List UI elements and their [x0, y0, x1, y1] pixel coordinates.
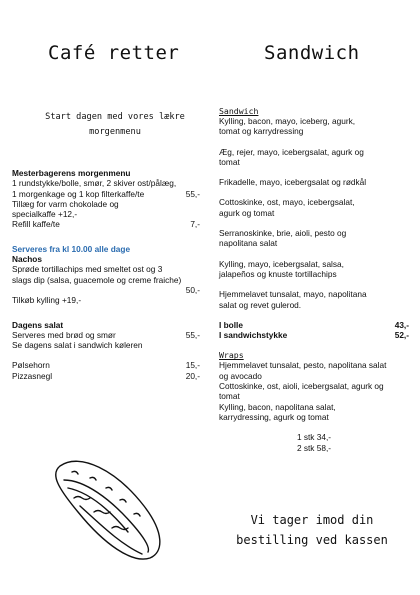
item-line: Kylling, bacon, mayo, iceberg, agurk,: [219, 116, 356, 126]
served-from-note: Serveres fra kl 10.00 alle dage: [12, 243, 131, 254]
wrap-list: [219, 360, 409, 422]
refill-line: Refill kaffe/te: [12, 219, 60, 230]
item-line: karrydressing, agurk og tomat: [219, 411, 329, 422]
item-line: napolitana salat: [219, 238, 278, 249]
sandwich-item: [219, 228, 409, 249]
item-line: Cottoskinke, ost, mayo, icebergsalat,: [219, 197, 355, 208]
item-line: Æg, rejer, mayo, icebergsalat, agurk og: [219, 146, 364, 157]
tagline-line: Start dagen med vores lækre: [45, 112, 185, 122]
tagline-line: morgenmenu: [89, 127, 141, 137]
breakfast-line: 1 rundstykke/bolle, smør, 2 skiver ost/pålæg,: [12, 178, 177, 189]
refill-price: 7,-: [190, 219, 200, 230]
price-label: I sandwichstykke: [219, 330, 288, 341]
extra-item-price: 20,-: [185, 370, 200, 381]
item-line: agurk og tomat: [219, 207, 275, 218]
sandwich-item: [219, 147, 409, 168]
item-line: Hjemmelavet tunsalat, mayo, napolitana: [219, 289, 367, 300]
salad-line: Se dagens salat i sandwich køleren: [12, 340, 143, 351]
item-line: Kylling, mayo, icebergsalat, salsa,: [219, 258, 344, 269]
wrap-price: 1 stk 34,-: [296, 432, 332, 443]
left-menu-column: [12, 168, 200, 381]
price-value: 52,-: [394, 330, 409, 341]
wrap-item: [219, 402, 409, 423]
breakfast-line: specialkaffe +12,-: [12, 209, 78, 220]
item-line: Cottoskinke, ost, aioli, icebergsalat, agurk og: [219, 381, 384, 392]
sandwich-item: [219, 116, 409, 137]
item-line: tomat og karrydressing: [219, 126, 304, 137]
sandwich-item: [219, 289, 409, 310]
order-note-line: bestilling ved kassen: [236, 533, 388, 547]
wraps-subheading: Wraps: [219, 350, 244, 361]
right-menu-column: [219, 106, 409, 453]
salad-price: 55,-: [185, 329, 200, 340]
breakfast-line: Tillæg for varm chokolade og: [12, 198, 119, 209]
item-line: og avocado: [219, 370, 262, 381]
extra-item-name: Pizzasnegl: [12, 370, 53, 381]
price-value: 43,-: [394, 319, 409, 330]
price-label: I bolle: [219, 319, 243, 330]
wrap-price: 2 stk 58,-: [296, 442, 332, 453]
item-line: jalapeños og knuste tortillachips: [219, 268, 337, 279]
item-line: Hjemmelavet tunsalat, pesto, napolitana salat: [219, 360, 387, 371]
item-line: tomat: [219, 156, 240, 167]
salad-line: Serveres med brød og smør: [12, 329, 116, 340]
sandwich-subheading: Sandwich: [219, 106, 259, 116]
nachos-heading: Nachos: [12, 254, 42, 265]
sandwich-item: [219, 177, 409, 187]
item-line: salat og revet gulerod.: [219, 299, 302, 310]
breakfast-price: 55,-: [185, 188, 200, 199]
nachos-line: slags dip (salsa, guacemole og creme fraiche): [12, 274, 182, 285]
nachos-price: 50,-: [185, 284, 200, 295]
order-note-line: Vi tager imod din: [250, 513, 374, 527]
sandwich-title: Sandwich: [264, 42, 360, 64]
extra-item-price: 15,-: [185, 360, 200, 371]
sandwich-item: [219, 197, 409, 218]
sandwich-item: [219, 259, 409, 280]
order-note: [212, 510, 412, 550]
extra-item-name: Pølsehorn: [12, 360, 50, 371]
nachos-addon: Tilkøb kylling +19,-: [12, 295, 82, 306]
sandwich-list: [219, 116, 409, 310]
item-line: Serranoskinke, brie, aioli, pesto og: [219, 228, 347, 239]
nachos-line: Sprøde tortillachips med smeltet ost og 3: [12, 264, 163, 275]
item-line: tomat: [219, 391, 240, 402]
item-line: Frikadelle, mayo, icebergsalat og rødkål: [219, 177, 367, 188]
wrap-item: [219, 360, 409, 381]
tagline: [20, 110, 210, 140]
salad-heading: Dagens salat: [12, 319, 64, 330]
breakfast-heading: Mesterbagerens morgenmenu: [12, 168, 131, 178]
cafe-title: Café retter: [48, 42, 180, 64]
sandwich-illustration: [46, 448, 171, 578]
wrap-item: [219, 381, 409, 402]
item-line: Kylling, bacon, napolitana salat,: [219, 401, 336, 412]
breakfast-line: 1 morgenkage og 1 kop filterkaffe/te: [12, 188, 145, 199]
